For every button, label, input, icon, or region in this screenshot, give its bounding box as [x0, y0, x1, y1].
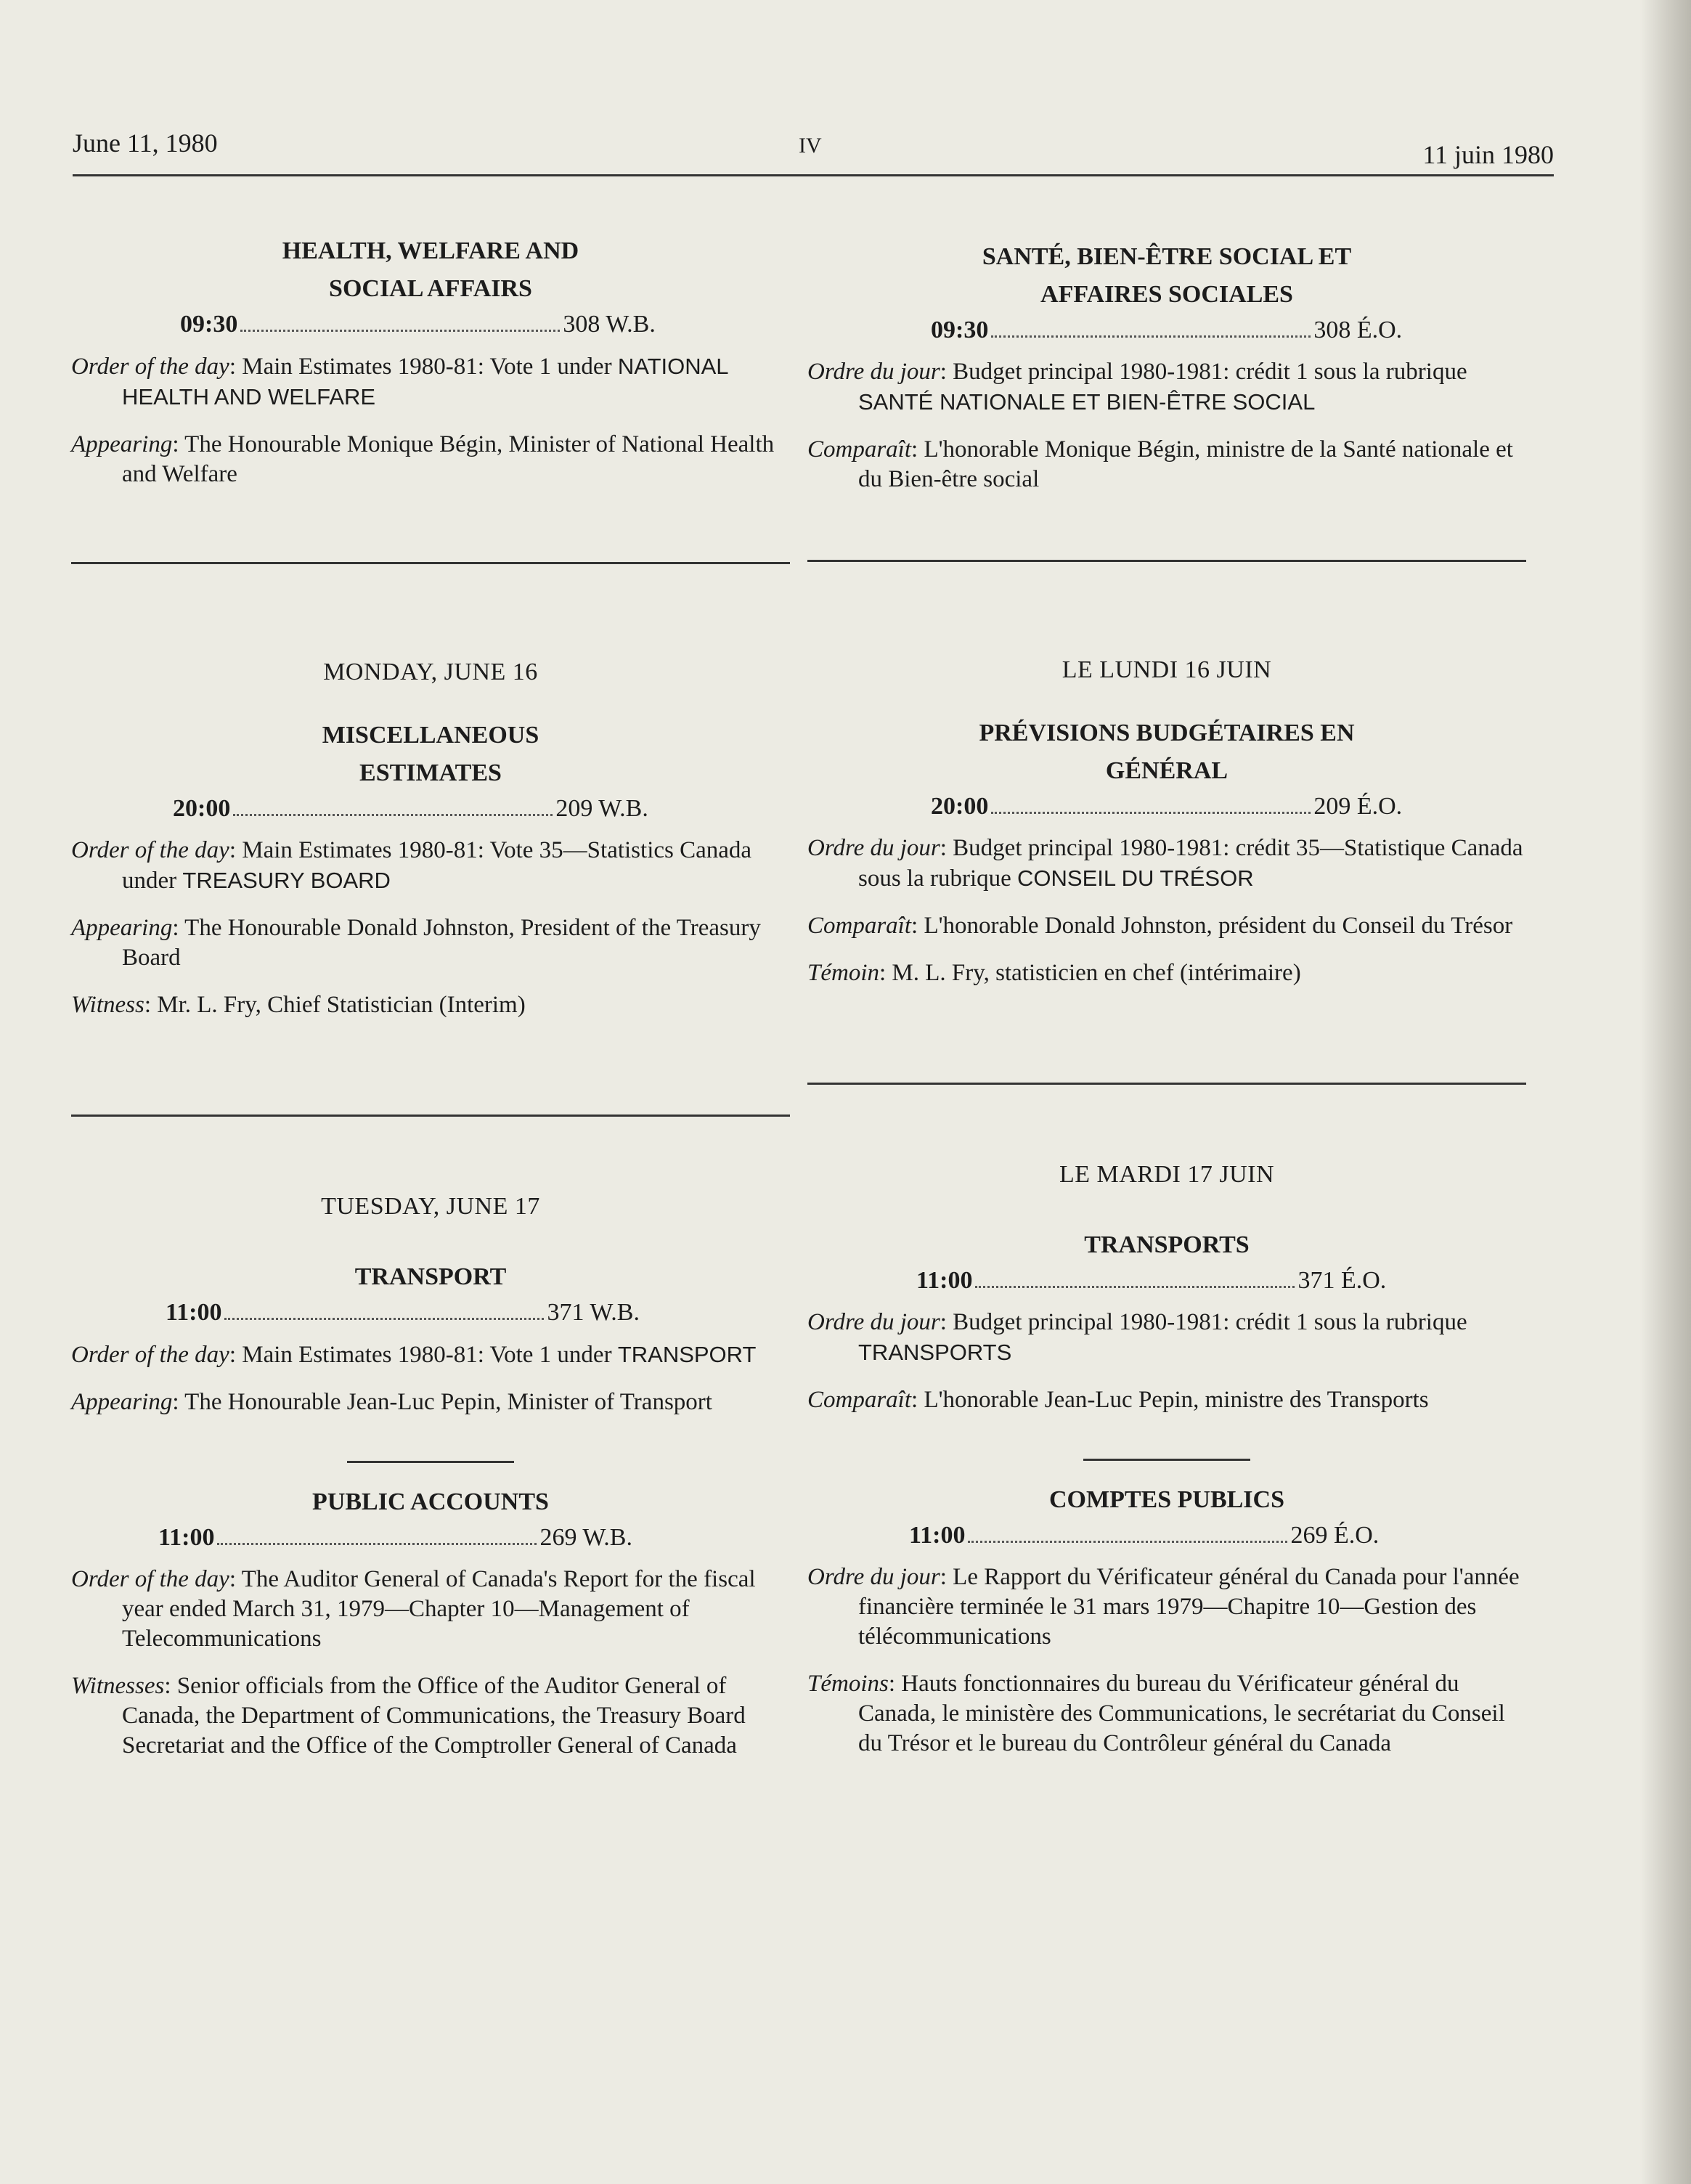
- appearing-label: Comparaît: [807, 1387, 912, 1413]
- order-department: SANTÉ NATIONALE ET BIEN-ÊTRE SOCIAL: [858, 389, 1316, 415]
- committee-title-line: PRÉVISIONS BUDGÉTAIRES EN: [979, 720, 1355, 746]
- order-text: Budget principal 1980-1981: crédit 1 sous la rubrique: [953, 1309, 1467, 1335]
- section-sante-bien-etre: [807, 238, 1526, 494]
- meeting-room: 209 É.O.: [1313, 793, 1403, 820]
- order-of-the-day: Order of the day: Main Estimates 1980-81: Vote 1 under NATIONAL HEALTH AND WELFARE: [71, 354, 728, 410]
- order-department: NATIONAL HEALTH AND WELFARE: [122, 354, 728, 410]
- meeting-time-room: [158, 1524, 790, 1552]
- appearing: Appearing: The Honourable Donald Johnston, President of the Treasury Board: [71, 915, 761, 971]
- witnesses-text: Senior officials from the Office of the Auditor General of Canada, the Department of Communications, the Treasury Board Secretariat and the Office of the Comptroller General of Canada: [122, 1673, 746, 1759]
- order-text: Main Estimates 1980-81: Vote 1 under: [242, 354, 612, 380]
- order-label: Ordre du jour: [807, 835, 940, 861]
- witness-text: Mr. L. Fry, Chief Statistician (Interim): [157, 992, 526, 1018]
- page-edge-shadow: [1640, 0, 1691, 2184]
- order-department: TRANSPORTS: [858, 1340, 1012, 1365]
- appearing: Comparaît: L'honorable Donald Johnston, président du Conseil du Trésor: [807, 913, 1513, 939]
- appearing-label: Appearing: [71, 431, 173, 457]
- meeting-day: LE LUNDI 16 JUIN: [1062, 656, 1272, 683]
- order-department: TREASURY BOARD: [182, 868, 391, 893]
- meeting-time: 11:00: [166, 1299, 222, 1326]
- witness: Witness: Mr. L. Fry, Chief Statistician (Interim): [71, 992, 526, 1018]
- meeting-room: 209 W.B.: [555, 795, 648, 822]
- committee-title: [807, 238, 1526, 314]
- french-column: [807, 189, 1526, 1776]
- order-department: TRANSPORT: [617, 1342, 757, 1367]
- order-label: Order of the day: [71, 837, 229, 863]
- meeting-room: 269 W.B.: [539, 1524, 632, 1551]
- meeting-time-room: [173, 795, 790, 823]
- appearing-text: L'honorable Monique Bégin, ministre de la Santé nationale et du Bien-être social: [858, 436, 1513, 492]
- order-text: The Auditor General of Canada's Report for the fiscal year ended March 31, 1979—Chapter 10—Management of Telecommunications: [122, 1566, 756, 1652]
- committee-title: [807, 714, 1526, 790]
- appearing-text: L'honorable Jean-Luc Pepin, ministre des Transports: [924, 1387, 1429, 1413]
- meeting-day: MONDAY, JUNE 16: [323, 659, 538, 685]
- meeting-room: 308 W.B.: [563, 311, 656, 338]
- witness-text: M. L. Fry, statisticien en chef (intérimaire): [892, 960, 1301, 986]
- committee-title-line: SOCIAL AFFAIRS: [329, 275, 532, 302]
- order-label: Order of the day: [71, 1566, 229, 1592]
- appearing-label: Appearing: [71, 1389, 173, 1415]
- order-label: Ordre du jour: [807, 359, 940, 385]
- meeting-day: LE MARDI 17 JUIN: [1059, 1161, 1275, 1188]
- section-health-welfare: [71, 232, 790, 489]
- meeting-time: 11:00: [158, 1524, 215, 1551]
- section-miscellaneous-estimates: [71, 659, 790, 1020]
- dot-leader: [240, 314, 560, 332]
- appearing-label: Comparaît: [807, 913, 912, 939]
- order-department: CONSEIL DU TRÉSOR: [1017, 865, 1254, 891]
- page-header: [73, 123, 1554, 176]
- witness: Témoin: M. L. Fry, statisticien en chef (intérimaire): [807, 960, 1301, 986]
- meeting-time-room: [916, 1267, 1526, 1295]
- committee-title-line: SANTÉ, BIEN-ÊTRE SOCIAL ET: [982, 243, 1352, 270]
- committee-title: PUBLIC ACCOUNTS: [312, 1488, 549, 1515]
- meeting-time-room: [931, 793, 1526, 820]
- dot-leader: [991, 319, 1311, 338]
- meeting-time: 20:00: [931, 793, 989, 820]
- appearing-label: Comparaît: [807, 436, 912, 463]
- dot-leader: [233, 798, 553, 816]
- section-divider: [807, 560, 1526, 562]
- order-text: Le Rapport du Vérificateur général du Canada pour l'année financière terminée le 31 mars 1979—Chapitre 10—Gestion des télécommunications: [858, 1564, 1520, 1650]
- short-divider: [1083, 1459, 1250, 1461]
- order-label: Ordre du jour: [807, 1309, 940, 1335]
- dot-leader: [224, 1302, 544, 1320]
- order-of-the-day: Ordre du jour: Budget principal 1980-1981: crédit 35—Statistique Canada sous la rubrique CONSEIL DU TRÉSOR: [807, 835, 1523, 892]
- section-comptes-publics: [807, 1481, 1526, 1759]
- committee-title-line: ESTIMATES: [359, 759, 502, 786]
- section-transports: [807, 1161, 1526, 1415]
- witnesses-label: Témoins: [807, 1671, 889, 1697]
- dot-leader: [217, 1527, 537, 1545]
- witnesses: Witnesses: Senior officials from the Office of the Auditor General of Canada, the Department of Communications, the Treasury Board Secretariat and the Office of the Comptroller General of Canada: [71, 1673, 746, 1759]
- meeting-room: 371 W.B.: [547, 1299, 640, 1326]
- header-date-en: June 11, 1980: [73, 129, 218, 158]
- appearing-text: The Honourable Monique Bégin, Minister of National Health and Welfare: [122, 431, 775, 487]
- appearing-text: The Honourable Donald Johnston, President of the Treasury Board: [122, 915, 761, 971]
- section-divider: [807, 1083, 1526, 1085]
- order-of-the-day: Ordre du jour: Budget principal 1980-1981: crédit 1 sous la rubrique SANTÉ NATIONALE ET BIEN-ÊTRE SOCIAL: [807, 359, 1467, 415]
- committee-title: [71, 232, 790, 308]
- order-label: Order of the day: [71, 1342, 229, 1368]
- section-previsions-budgetaires: [807, 656, 1526, 988]
- committee-title-line: GÉNÉRAL: [1105, 757, 1228, 784]
- witness-label: Witness: [71, 992, 144, 1018]
- witnesses-label: Witnesses: [71, 1673, 165, 1699]
- meeting-time-room: [180, 311, 790, 338]
- witnesses: Témoins: Hauts fonctionnaires du bureau du Vérificateur général du Canada, le ministère des Communications, le secrétariat du Conseil du Trésor et le bureau du Contrôleur général du Canada: [807, 1671, 1505, 1756]
- order-of-the-day: Order of the day: The Auditor General of Canada's Report for the fiscal year ended March 31, 1979—Chapter 10—Management of Telecommunications: [71, 1566, 756, 1652]
- section-divider: [71, 1115, 790, 1117]
- english-column: [71, 189, 790, 1778]
- meeting-time: 09:30: [180, 311, 238, 338]
- meeting-room: 269 É.O.: [1290, 1522, 1380, 1549]
- meeting-room: 308 É.O.: [1313, 317, 1403, 343]
- meeting-time-room: [931, 317, 1526, 344]
- appearing: Comparaît: L'honorable Jean-Luc Pepin, ministre des Transports: [807, 1387, 1429, 1413]
- meeting-time: 11:00: [916, 1267, 973, 1294]
- committee-title: COMPTES PUBLICS: [1049, 1486, 1284, 1513]
- header-date-fr: 11 juin 1980: [1422, 140, 1554, 169]
- committee-title: TRANSPORT: [354, 1263, 507, 1290]
- committee-title-line: MISCELLANEOUS: [322, 722, 539, 749]
- committee-title: [71, 717, 790, 792]
- committee-title-line: HEALTH, WELFARE AND: [282, 237, 579, 264]
- meeting-time: 20:00: [173, 795, 231, 822]
- meeting-day: TUESDAY, JUNE 17: [321, 1193, 540, 1220]
- order-text: Main Estimates 1980-81: Vote 1 under: [242, 1342, 612, 1368]
- meeting-time-room: [909, 1522, 1526, 1549]
- meeting-time-room: [166, 1299, 790, 1327]
- order-text: Main Estimates 1980-81: Vote 35—Statistics Canada under: [122, 837, 752, 894]
- order-of-the-day: Ordre du jour: Le Rapport du Vérificateur général du Canada pour l'année financière terminée le 31 mars 1979—Chapitre 10—Gestion des télécommunications: [807, 1564, 1520, 1650]
- order-of-the-day: Order of the day: Main Estimates 1980-81: Vote 35—Statistics Canada under TREASURY BOARD: [71, 837, 752, 894]
- dot-leader: [991, 796, 1311, 814]
- order-of-the-day: Ordre du jour: Budget principal 1980-1981: crédit 1 sous la rubrique TRANSPORTS: [807, 1309, 1467, 1365]
- meeting-time: 11:00: [909, 1522, 966, 1549]
- order-label: Order of the day: [71, 354, 229, 380]
- meeting-time: 09:30: [931, 317, 989, 343]
- section-transport: [71, 1193, 790, 1417]
- order-text: Budget principal 1980-1981: crédit 35—Statistique Canada sous la rubrique: [858, 835, 1523, 892]
- dot-leader: [975, 1270, 1295, 1288]
- committee-title: TRANSPORTS: [1084, 1231, 1250, 1258]
- meeting-room: 371 É.O.: [1297, 1267, 1387, 1294]
- committee-title-line: AFFAIRES SOCIALES: [1040, 281, 1293, 308]
- appearing: Appearing: The Honourable Jean-Luc Pepin, Minister of Transport: [71, 1389, 712, 1415]
- appearing: Appearing: The Honourable Monique Bégin, Minister of National Health and Welfare: [71, 431, 775, 487]
- order-label: Ordre du jour: [807, 1564, 940, 1590]
- dot-leader: [968, 1525, 1287, 1543]
- appearing-text: The Honourable Jean-Luc Pepin, Minister of Transport: [184, 1389, 712, 1415]
- order-text: Budget principal 1980-1981: crédit 1 sous la rubrique: [953, 359, 1467, 385]
- appearing-text: L'honorable Donald Johnston, président du Conseil du Trésor: [924, 913, 1513, 939]
- order-of-the-day: Order of the day: Main Estimates 1980-81: Vote 1 under TRANSPORT: [71, 1342, 757, 1368]
- section-public-accounts: [71, 1483, 790, 1761]
- appearing-label: Appearing: [71, 915, 173, 941]
- witnesses-text: Hauts fonctionnaires du bureau du Vérificateur général du Canada, le ministère des Communications, le secrétariat du Conseil du Trésor et le bureau du Contrôleur général du Canada: [858, 1671, 1505, 1756]
- section-divider: [71, 562, 790, 564]
- witness-label: Témoin: [807, 960, 879, 986]
- appearing: Comparaît: L'honorable Monique Bégin, ministre de la Santé nationale et du Bien-être social: [807, 436, 1513, 492]
- header-page-number: IV: [799, 134, 822, 158]
- short-divider: [347, 1461, 514, 1463]
